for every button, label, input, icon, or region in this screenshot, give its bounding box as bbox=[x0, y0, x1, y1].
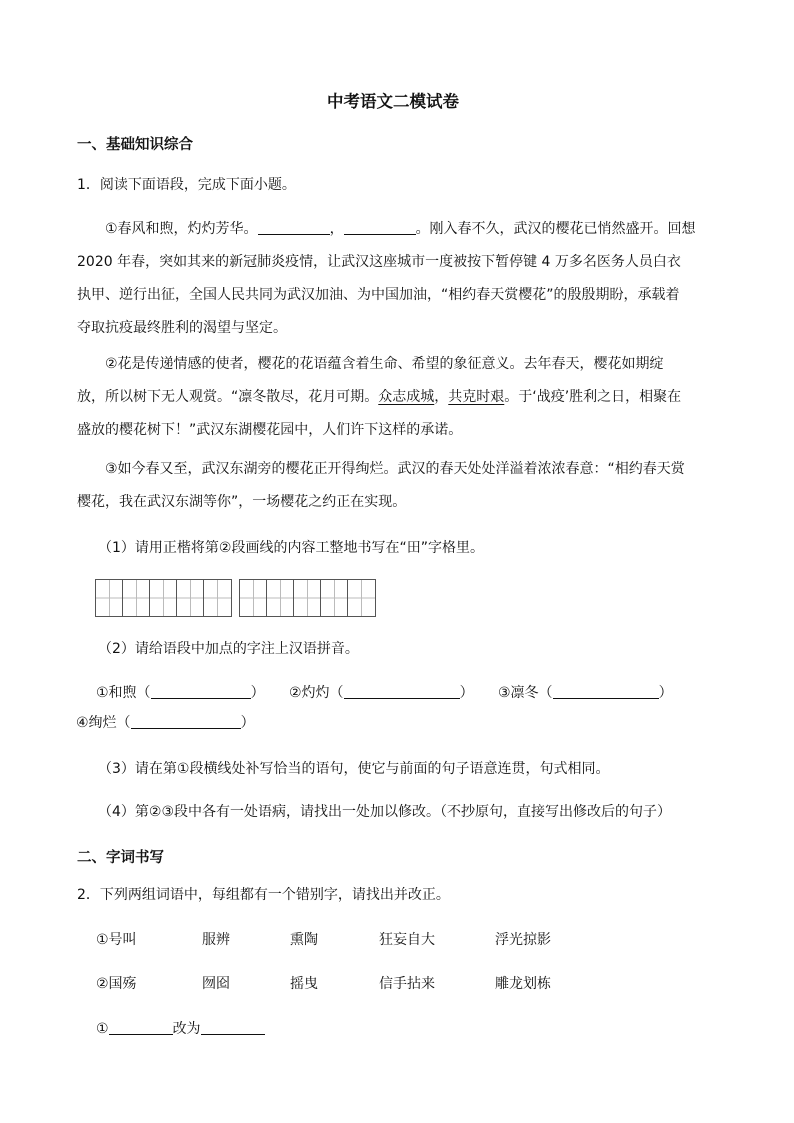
grid-cell[interactable] bbox=[204, 580, 231, 616]
paragraph-3-line-1: ③如今春又至，武汉东湖旁的樱花正开得绚烂。武汉的春天处处洋溢着浓浓春意：“相约春天赏 bbox=[105, 461, 685, 477]
grid-cell[interactable] bbox=[294, 580, 321, 616]
paragraph-2-line-1: ②花是传递情感的使者，樱花的花语蕴含着生命、希望的象征意义。去年春天，樱花如期绽 bbox=[105, 356, 664, 372]
word-row-2-item-3: 摇曳 bbox=[290, 976, 318, 992]
pinyin-blank[interactable] bbox=[131, 714, 241, 729]
question-2-stem: 2．下列两组词语中，每组都有一个错别字，请找出并改正。 bbox=[77, 887, 450, 903]
paragraph-2-text-b: 。于‘战疫’胜利之日，相聚在 bbox=[504, 389, 682, 405]
answer-line-1 bbox=[96, 1019, 265, 1039]
fill-blank-2[interactable] bbox=[344, 220, 416, 235]
pinyin-close: ） bbox=[459, 685, 474, 701]
grid-cell[interactable] bbox=[348, 580, 375, 616]
paragraph-1-line-1 bbox=[105, 219, 696, 239]
paragraph-2-text-a: 放，所以树下无人观赏。“凛冬散尽，花月可期。 bbox=[77, 389, 379, 405]
pinyin-close: ） bbox=[250, 685, 265, 701]
pinyin-label: ①和煦（ bbox=[96, 685, 151, 701]
paragraph-2-line-3: 盛放的樱花树下！”武汉东湖樱花园中，人们许下这样的承诺。 bbox=[77, 422, 463, 438]
paragraph-2-sep: ， bbox=[434, 389, 449, 405]
pinyin-item-4 bbox=[76, 713, 255, 733]
answer-blank-wrong[interactable] bbox=[109, 1020, 173, 1035]
sub-question-3: （3）请在第①段横线处补写恰当的语句，使它与前面的句子语意连贯，句式相同。 bbox=[98, 761, 610, 777]
grid-cell[interactable] bbox=[96, 580, 123, 616]
word-row-1-item-5: 浮光掠影 bbox=[495, 932, 551, 948]
word-row-2-item-1: ②国殇 bbox=[96, 976, 137, 992]
pinyin-label: ②灼灼（ bbox=[289, 685, 344, 701]
pinyin-item-3 bbox=[498, 683, 673, 703]
word-row-2-item-5: 雕龙划栋 bbox=[495, 976, 551, 992]
pinyin-close: ） bbox=[658, 685, 673, 701]
underlined-phrase-1: 众志成城 bbox=[378, 389, 435, 405]
sub-question-2: （2）请给语段中加点的字注上汉语拼音。 bbox=[98, 641, 359, 657]
answer-prefix: ① bbox=[96, 1021, 109, 1037]
pinyin-close: ） bbox=[240, 715, 255, 731]
pinyin-blank[interactable] bbox=[553, 684, 659, 699]
word-row-1-item-2: 服辨 bbox=[202, 932, 230, 948]
pinyin-item-1 bbox=[96, 683, 265, 703]
paragraph-1-line-4: 夺取抗疫最终胜利的渴望与坚定。 bbox=[77, 320, 287, 336]
word-row-2-item-2: 囫囵 bbox=[202, 976, 230, 992]
section-heading-2: 二、字词书写 bbox=[77, 850, 164, 866]
paragraph-1-line-3: 执甲、逆行出征，全国人民共同为武汉加油、为中国加油，“相约春天赏樱花”的殷殷期盼，承载着 bbox=[77, 287, 680, 303]
grid-cell[interactable] bbox=[267, 580, 294, 616]
grid-cell[interactable] bbox=[321, 580, 348, 616]
paragraph-1-text-b: 。刚入春不久，武汉的樱花已悄然盛开。回想 bbox=[415, 221, 696, 237]
section-heading-1: 一、基础知识综合 bbox=[77, 137, 193, 153]
word-row-1-item-1: ①号叫 bbox=[96, 932, 137, 948]
grid-cell[interactable] bbox=[240, 580, 267, 616]
answer-blank-correct[interactable] bbox=[201, 1020, 265, 1035]
tianzige-grid-2[interactable] bbox=[239, 579, 376, 617]
fill-blank-1[interactable] bbox=[258, 220, 330, 235]
pinyin-label: ③凛冬（ bbox=[498, 685, 553, 701]
word-row-2-item-4: 信手拈来 bbox=[379, 976, 435, 992]
paragraph-3-line-2: 樱花，我在武汉东湖等你”，一场樱花之约正在实现。 bbox=[77, 494, 407, 510]
sub-question-1: （1）请用正楷将第②段画线的内容工整地书写在“田”字格里。 bbox=[98, 540, 484, 556]
grid-cell[interactable] bbox=[150, 580, 177, 616]
paragraph-2-line-2 bbox=[77, 387, 681, 407]
grid-cell[interactable] bbox=[177, 580, 204, 616]
paragraph-1-sep: ， bbox=[329, 221, 344, 237]
paragraph-1-line-2: 2020 年春，突如其来的新冠肺炎疫情，让武汉这座城市一度被按下暂停键 4 万多名医务人员白衣 bbox=[77, 254, 681, 270]
pinyin-blank[interactable] bbox=[151, 684, 251, 699]
sub-question-4: （4）第②③段中各有一处语病，请找出一处加以修改。（不抄原句，直接写出修改后的句子） bbox=[98, 804, 672, 820]
underlined-phrase-2: 共克时艰 bbox=[448, 389, 505, 405]
word-row-1-item-3: 熏陶 bbox=[290, 932, 318, 948]
word-row-1-item-4: 狂妄自大 bbox=[379, 932, 435, 948]
pinyin-label: ④绚烂（ bbox=[76, 715, 131, 731]
paragraph-1-text-a: ①春风和煦，灼灼芳华。 bbox=[105, 221, 258, 237]
pinyin-item-2 bbox=[289, 683, 474, 703]
tianzige-grid-1[interactable] bbox=[95, 579, 232, 617]
pinyin-blank[interactable] bbox=[344, 684, 460, 699]
answer-mid: 改为 bbox=[172, 1021, 201, 1037]
question-1-stem: 1．阅读下面语段，完成下面小题。 bbox=[77, 177, 296, 193]
page-title: 中考语文二模试卷 bbox=[327, 92, 459, 111]
grid-cell[interactable] bbox=[123, 580, 150, 616]
